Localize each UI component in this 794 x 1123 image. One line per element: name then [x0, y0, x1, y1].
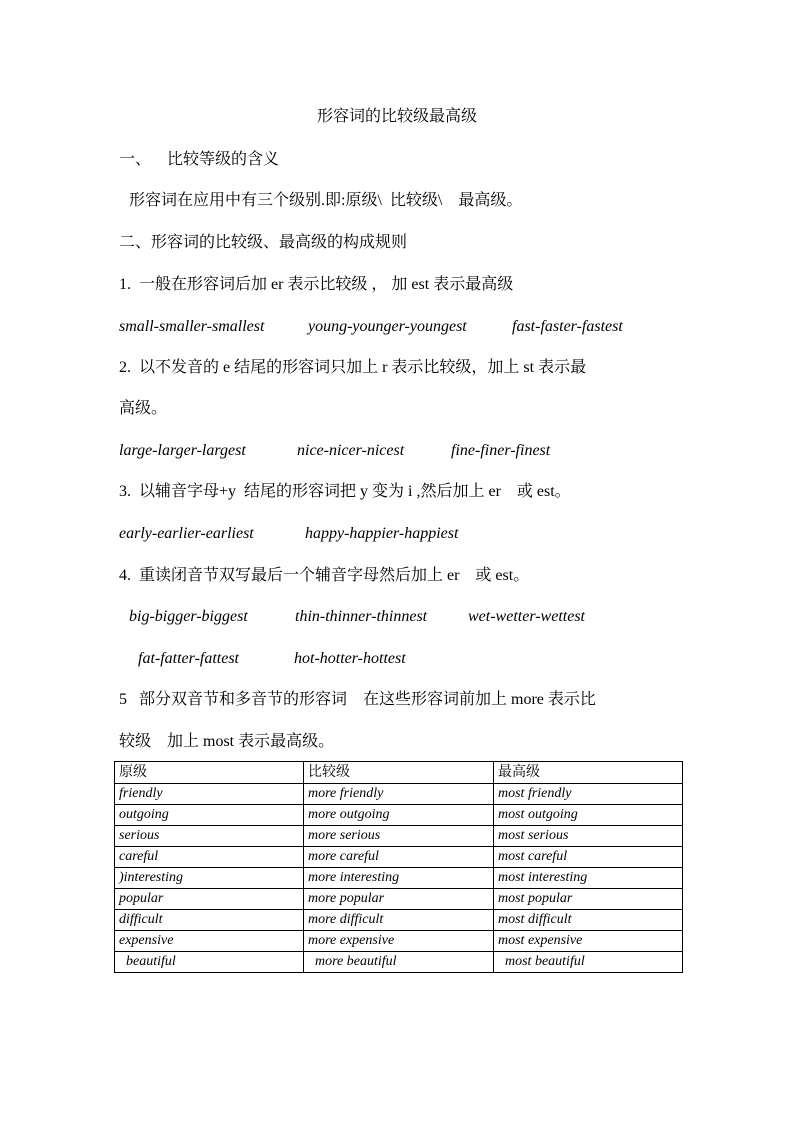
- table-cell: most serious: [494, 826, 683, 847]
- table-cell: beautiful: [115, 952, 304, 973]
- table-row: [115, 952, 683, 973]
- rule-4-text: 4. 重读闭音节双写最后一个辅音字母然后加上 er 或 est。: [119, 567, 530, 584]
- rule-2-example-1: large-larger-largest: [119, 442, 246, 459]
- table-cell: more expensive: [304, 931, 494, 952]
- table-cell: more popular: [304, 889, 494, 910]
- rule-4-example-4: fat-fatter-fattest: [138, 650, 239, 667]
- table-cell: difficult: [115, 910, 304, 931]
- section-1-text: 形容词在应用中有三个级别.即:原级\ 比较级\ 最高级。: [129, 192, 523, 209]
- table-row: [115, 784, 683, 805]
- rule-2-example-3: fine-finer-finest: [451, 442, 551, 459]
- table-cell: serious: [115, 826, 304, 847]
- header-comparative: 比较级: [304, 762, 494, 784]
- table-cell: most careful: [494, 847, 683, 868]
- table-cell: expensive: [115, 931, 304, 952]
- table-cell: friendly: [115, 784, 304, 805]
- table-row: [115, 931, 683, 952]
- table-cell: outgoing: [115, 805, 304, 826]
- page-title: 形容词的比较级最高级: [316, 108, 477, 125]
- table-cell: most outgoing: [494, 805, 683, 826]
- rule-4-example-2: thin-thinner-thinnest: [295, 608, 428, 625]
- table-cell: popular: [115, 889, 304, 910]
- table-header-row: [115, 762, 683, 784]
- rule-1-example-2: young-younger-youngest: [308, 318, 467, 335]
- table-cell: )interesting: [115, 868, 304, 889]
- table-cell: more outgoing: [304, 805, 494, 826]
- table-cell: most beautiful: [494, 952, 683, 973]
- table-row: [115, 805, 683, 826]
- rule-3-example-1: early-earlier-earliest: [119, 525, 254, 542]
- rule-1-example-3: fast-faster-fastest: [512, 318, 623, 335]
- table-cell: most expensive: [494, 931, 683, 952]
- table-cell: most popular: [494, 889, 683, 910]
- table-cell: most interesting: [494, 868, 683, 889]
- rule-2-example-2: nice-nicer-nicest: [297, 442, 405, 459]
- table-cell: more careful: [304, 847, 494, 868]
- section-1-heading: 一、 比较等级的含义: [119, 151, 280, 168]
- section-2-heading: 二、形容词的比较级、最高级的构成规则: [119, 234, 408, 251]
- table-row: [115, 847, 683, 868]
- header-superlative: 最高级: [494, 762, 683, 784]
- header-positive: 原级: [115, 762, 304, 784]
- table-cell: more interesting: [304, 868, 494, 889]
- rule-3-text: 3. 以辅音字母+y 结尾的形容词把 y 变为 i ,然后加上 er 或 est。: [119, 483, 571, 500]
- table-cell: most friendly: [494, 784, 683, 805]
- table-cell: more friendly: [304, 784, 494, 805]
- table-cell: more difficult: [304, 910, 494, 931]
- table-row: [115, 910, 683, 931]
- rule-2-text-line-2: 高级。: [119, 400, 168, 417]
- rule-5-text-line-1: 5 部分双音节和多音节的形容词 在这些形容词前加上 more 表示比: [119, 691, 596, 708]
- table-row: [115, 826, 683, 847]
- table-row: [115, 868, 683, 889]
- table-cell: more serious: [304, 826, 494, 847]
- table-cell: more beautiful: [304, 952, 494, 973]
- rule-3-example-2: happy-happier-happiest: [305, 525, 459, 542]
- table-cell: careful: [115, 847, 304, 868]
- rule-1-text: 1. 一般在形容词后加 er 表示比较级 ， 加 est 表示最高级: [119, 276, 514, 293]
- rule-2-text-line-1: 2. 以不发音的 e 结尾的形容词只加上 r 表示比较级，加上 st 表示最: [119, 359, 587, 376]
- rule-4-example-3: wet-wetter-wettest: [468, 608, 585, 625]
- rule-5-text-line-2: 较级 加上 most 表示最高级。: [119, 733, 335, 750]
- rule-4-example-1: big-bigger-biggest: [129, 608, 248, 625]
- table-row: [115, 889, 683, 910]
- rule-1-example-1: small-smaller-smallest: [119, 318, 265, 335]
- comparison-table: [114, 761, 683, 973]
- rule-4-example-5: hot-hotter-hottest: [294, 650, 406, 667]
- table-cell: most difficult: [494, 910, 683, 931]
